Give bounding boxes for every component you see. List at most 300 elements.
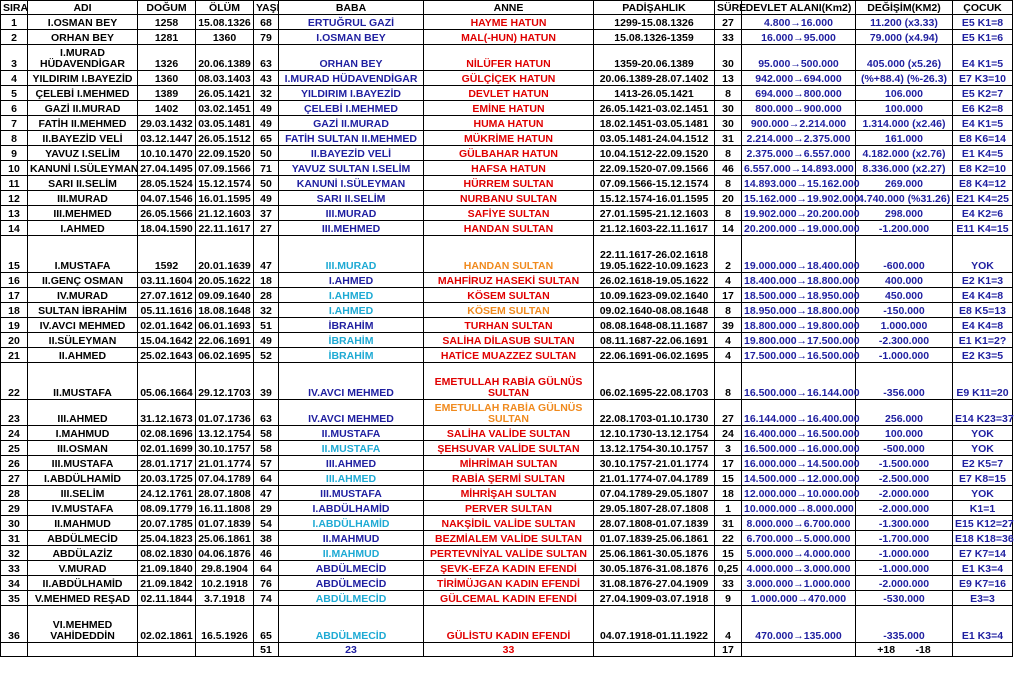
cell-sira: 20 <box>1 333 28 348</box>
cell-alan: 18.500.000→18.950.000 <box>742 288 856 303</box>
cell-olum: 13.12.1754 <box>196 426 254 441</box>
table-row <box>1 116 1013 131</box>
cell-anne: MAHFİRUZ HASEKİ SULTAN <box>424 273 594 288</box>
cell-yas: 54 <box>254 516 279 531</box>
cell-baba: III.MEHMED <box>279 221 424 236</box>
cell-padisahlik: 15.12.1574-16.01.1595 <box>594 191 715 206</box>
cell-dogum: 31.12.1673 <box>138 400 196 426</box>
cell-degisim: 256.000 <box>856 400 953 426</box>
cell-olum: 04.06.1876 <box>196 546 254 561</box>
cell-degisim: -2.500.000 <box>856 471 953 486</box>
table-row <box>1 273 1013 288</box>
cell-adi: I.AHMED <box>28 221 138 236</box>
cell-padisahlik: 04.07.1918-01.11.1922 <box>594 606 715 643</box>
cell-degisim: 106.000 <box>856 86 953 101</box>
cell-degisim: 8.336.000 (x2.27) <box>856 161 953 176</box>
cell-olum: 16.11.1808 <box>196 501 254 516</box>
cell-sure: 33 <box>715 30 742 45</box>
cell-dogum: 10.10.1470 <box>138 146 196 161</box>
cell-anne: PERVER SULTAN <box>424 501 594 516</box>
cell-padisahlik: 30.10.1757-21.01.1774 <box>594 456 715 471</box>
cell-sira: 6 <box>1 101 28 116</box>
cell-yas: 49 <box>254 191 279 206</box>
cell-dogum: 1592 <box>138 236 196 273</box>
cell-sure: 46 <box>715 161 742 176</box>
cell-alan: 900.000→2.214.000 <box>742 116 856 131</box>
cell-baba: II.MUSTAFA <box>279 426 424 441</box>
cell-degisim: -1.000.000 <box>856 348 953 363</box>
cell-baba: III.AHMED <box>279 471 424 486</box>
cell-padisahlik: 07.04.1789-29.05.1807 <box>594 486 715 501</box>
cell-baba: İBRAHİM <box>279 318 424 333</box>
cell-padisahlik: 1413-26.05.1421 <box>594 86 715 101</box>
cell-sure: 4 <box>715 333 742 348</box>
cell-sira: 24 <box>1 426 28 441</box>
cell-sira: 4 <box>1 71 28 86</box>
cell-sure: 8 <box>715 176 742 191</box>
cell-olum: 07.04.1789 <box>196 471 254 486</box>
cell-alan: 5.000.000→4.000.000 <box>742 546 856 561</box>
cell-adi: II.BAYEZİD VELİ <box>28 131 138 146</box>
cell-sira: 22 <box>1 363 28 400</box>
table-row <box>1 236 1013 273</box>
cell-degisim: -1.200.000 <box>856 221 953 236</box>
total-baba: 23 <box>279 643 424 657</box>
cell-alan: 16.500.000→16.144.000 <box>742 363 856 400</box>
cell-sure: 4 <box>715 273 742 288</box>
cell-olum: 18.08.1648 <box>196 303 254 318</box>
cell-alan: 17.500.000→16.500.000 <box>742 348 856 363</box>
cell-sira: 2 <box>1 30 28 45</box>
total-anne: 33 <box>424 643 594 657</box>
cell-alan: 18.400.000→18.800.000 <box>742 273 856 288</box>
col-dogum-header: DOĞUM <box>138 1 196 15</box>
cell-dogum: 1402 <box>138 101 196 116</box>
cell-anne: PERTEVNİYAL VALİDE SULTAN <box>424 546 594 561</box>
cell-yas: 46 <box>254 546 279 561</box>
cell-anne: NİLÜFER HATUN <box>424 45 594 71</box>
cell-alan: 18.950.000→18.800.000 <box>742 303 856 318</box>
cell-adi: II.MAHMUD <box>28 516 138 531</box>
cell-sure: 4 <box>715 606 742 643</box>
cell-sira: 29 <box>1 501 28 516</box>
cell-alan: 16.000.000→14.500.000 <box>742 456 856 471</box>
cell-sure: 3 <box>715 441 742 456</box>
cell-degisim: 405.000 (x5.26) <box>856 45 953 71</box>
cell-adi: YAVUZ I.SELİM <box>28 146 138 161</box>
cell-yas: 49 <box>254 116 279 131</box>
cell-yas: 64 <box>254 561 279 576</box>
cell-sure: 2 <box>715 236 742 273</box>
cell-sira: 8 <box>1 131 28 146</box>
cell-sira: 3 <box>1 45 28 71</box>
cell-degisim: (%+88.4) (%-26.3) <box>856 71 953 86</box>
cell-sure: 31 <box>715 516 742 531</box>
cell-olum: 22.06.1691 <box>196 333 254 348</box>
cell-alan: 4.000.000→3.000.000 <box>742 561 856 576</box>
cell-anne: HUMA HATUN <box>424 116 594 131</box>
cell-olum: 16.01.1595 <box>196 191 254 206</box>
cell-cocuk: E1 K1=2? <box>953 333 1013 348</box>
cell-olum: 07.09.1566 <box>196 161 254 176</box>
cell-alan: 2.214.000→2.375.000 <box>742 131 856 146</box>
cell-sira: 26 <box>1 456 28 471</box>
cell-sure: 8 <box>715 86 742 101</box>
cell-baba: III.MURAD <box>279 206 424 221</box>
cell-padisahlik: 27.01.1595-21.12.1603 <box>594 206 715 221</box>
cell-sira: 7 <box>1 116 28 131</box>
cell-cocuk: E4 K1=5 <box>953 45 1013 71</box>
cell-degisim: -1.500.000 <box>856 456 953 471</box>
cell-dogum: 1258 <box>138 15 196 30</box>
cell-anne: MİHRİŞAH SULTAN <box>424 486 594 501</box>
cell-olum: 30.10.1757 <box>196 441 254 456</box>
cell-anne: SAFİYE SULTAN <box>424 206 594 221</box>
cell-cocuk: E8 K4=12 <box>953 176 1013 191</box>
cell-yas: 65 <box>254 131 279 146</box>
cell-olum: 21.12.1603 <box>196 206 254 221</box>
cell-dogum: 20.03.1725 <box>138 471 196 486</box>
cell-dogum: 02.01.1642 <box>138 318 196 333</box>
table-row <box>1 591 1013 606</box>
cell-olum: 09.09.1640 <box>196 288 254 303</box>
cell-olum: 16.5.1926 <box>196 606 254 643</box>
cell-sure: 9 <box>715 591 742 606</box>
cell-alan: 16.000→95.000 <box>742 30 856 45</box>
cell-anne: HAYME HATUN <box>424 15 594 30</box>
cell-cocuk: E5 K2=7 <box>953 86 1013 101</box>
cell-olum: 21.01.1774 <box>196 456 254 471</box>
cell-degisim: -2.000.000 <box>856 576 953 591</box>
cell-yas: 32 <box>254 303 279 318</box>
table-row <box>1 146 1013 161</box>
cell-dogum: 02.02.1861 <box>138 606 196 643</box>
col-olum-header: ÖLÜM <box>196 1 254 15</box>
cell-adi: ORHAN BEY <box>28 30 138 45</box>
cell-cocuk: E5 K1=6 <box>953 30 1013 45</box>
col-cocuk-header: ÇOCUK <box>953 1 1013 15</box>
totals-cell <box>1 643 28 657</box>
cell-adi: V.MURAD <box>28 561 138 576</box>
cell-dogum: 08.02.1830 <box>138 546 196 561</box>
cell-cocuk: E8 K2=10 <box>953 161 1013 176</box>
cell-degisim: -1.000.000 <box>856 546 953 561</box>
cell-anne: HATİCE MUAZZEZ SULTAN <box>424 348 594 363</box>
total-sure: 17 <box>715 643 742 657</box>
table-row <box>1 206 1013 221</box>
col-degisim-header: DEĞİŞİM(KM2) <box>856 1 953 15</box>
table-row <box>1 486 1013 501</box>
cell-baba: ERTUĞRUL GAZİ <box>279 15 424 30</box>
cell-padisahlik: 03.05.1481-24.04.1512 <box>594 131 715 146</box>
cell-degisim: 11.200 (x3.33) <box>856 15 953 30</box>
cell-padisahlik: 09.02.1640-08.08.1648 <box>594 303 715 318</box>
cell-sure: 4 <box>715 348 742 363</box>
cell-alan: 4.800→16.000 <box>742 15 856 30</box>
cell-baba: I.AHMED <box>279 273 424 288</box>
cell-dogum: 24.12.1761 <box>138 486 196 501</box>
cell-dogum: 27.07.1612 <box>138 288 196 303</box>
cell-yas: 51 <box>254 318 279 333</box>
cell-yas: 65 <box>254 606 279 643</box>
cell-olum: 22.11.1617 <box>196 221 254 236</box>
cell-olum: 28.07.1808 <box>196 486 254 501</box>
col-baba-header: BABA <box>279 1 424 15</box>
cell-padisahlik: 10.04.1512-22.09.1520 <box>594 146 715 161</box>
cell-baba: KANUNİ I.SÜLEYMAN <box>279 176 424 191</box>
table-row <box>1 161 1013 176</box>
cell-dogum: 29.03.1432 <box>138 116 196 131</box>
col-yas-header: YAŞI <box>254 1 279 15</box>
cell-dogum: 08.09.1779 <box>138 501 196 516</box>
table-row <box>1 426 1013 441</box>
cell-adi: SARI II.SELİM <box>28 176 138 191</box>
cell-adi: I.ABDÜLHAMİD <box>28 471 138 486</box>
cell-degisim: -500.000 <box>856 441 953 456</box>
cell-olum: 3.7.1918 <box>196 591 254 606</box>
cell-olum: 29.8.1904 <box>196 561 254 576</box>
cell-alan: 15.162.000→19.902.000 <box>742 191 856 206</box>
cell-degisim: -600.000 <box>856 236 953 273</box>
cell-adi: ABDÜLAZİZ <box>28 546 138 561</box>
cell-cocuk: E4 K4=8 <box>953 318 1013 333</box>
cell-sira: 32 <box>1 546 28 561</box>
table-row <box>1 86 1013 101</box>
cell-dogum: 26.05.1566 <box>138 206 196 221</box>
cell-anne: HANDAN SULTAN <box>424 236 594 273</box>
cell-dogum: 21.09.1840 <box>138 561 196 576</box>
cell-yas: 63 <box>254 45 279 71</box>
cell-yas: 68 <box>254 15 279 30</box>
cell-padisahlik: 22.08.1703-01.10.1730 <box>594 400 715 426</box>
cell-sira: 16 <box>1 273 28 288</box>
cell-olum: 10.2.1918 <box>196 576 254 591</box>
table-row <box>1 606 1013 643</box>
cell-alan: 14.893.000→15.162.000 <box>742 176 856 191</box>
cell-cocuk: YOK <box>953 426 1013 441</box>
cell-yas: 64 <box>254 471 279 486</box>
cell-olum: 06.01.1693 <box>196 318 254 333</box>
cell-anne: GÜLİSTU KADIN EFENDİ <box>424 606 594 643</box>
cell-olum: 1360 <box>196 30 254 45</box>
cell-sure: 13 <box>715 71 742 86</box>
cell-alan: 19.902.000→20.200.000 <box>742 206 856 221</box>
cell-baba: ABDÜLMECİD <box>279 576 424 591</box>
cell-padisahlik: 22.06.1691-06.02.1695 <box>594 348 715 363</box>
cell-cocuk: E3=3 <box>953 591 1013 606</box>
cell-padisahlik: 12.10.1730-13.12.1754 <box>594 426 715 441</box>
totals-cell <box>196 643 254 657</box>
cell-yas: 57 <box>254 456 279 471</box>
cell-baba: II.MUSTAFA <box>279 441 424 456</box>
cell-adi: I.MURAD HÜDAVENDİGAR <box>28 45 138 71</box>
cell-dogum: 02.01.1699 <box>138 441 196 456</box>
cell-alan: 3.000.000→1.000.000 <box>742 576 856 591</box>
cell-dogum: 21.09.1842 <box>138 576 196 591</box>
cell-yas: 79 <box>254 30 279 45</box>
cell-dogum: 02.11.1844 <box>138 591 196 606</box>
cell-baba: III.MURAD <box>279 236 424 273</box>
cell-anne: MAL(-HUN) HATUN <box>424 30 594 45</box>
table-row <box>1 15 1013 30</box>
col-adi-header: ADI <box>28 1 138 15</box>
cell-yas: 50 <box>254 146 279 161</box>
cell-alan: 694.000→800.000 <box>742 86 856 101</box>
cell-adi: GAZİ II.MURAD <box>28 101 138 116</box>
cell-adi: I.MUSTAFA <box>28 236 138 273</box>
cell-cocuk: K1=1 <box>953 501 1013 516</box>
cell-yas: 47 <box>254 236 279 273</box>
cell-olum: 20.06.1389 <box>196 45 254 71</box>
cell-adi: II.GENÇ OSMAN <box>28 273 138 288</box>
cell-cocuk: E21 K4=25 <box>953 191 1013 206</box>
cell-degisim: -1.700.000 <box>856 531 953 546</box>
cell-yas: 74 <box>254 591 279 606</box>
cell-dogum: 25.04.1823 <box>138 531 196 546</box>
cell-sure: 8 <box>715 206 742 221</box>
cell-padisahlik: 29.05.1807-28.07.1808 <box>594 501 715 516</box>
cell-anne: SALİHA VALİDE SULTAN <box>424 426 594 441</box>
cell-adi: III.SELİM <box>28 486 138 501</box>
table-row <box>1 176 1013 191</box>
cell-sure: 31 <box>715 131 742 146</box>
cell-cocuk: E1 K3=4 <box>953 561 1013 576</box>
cell-degisim: 4.740.000 (%31.26) <box>856 191 953 206</box>
table-row <box>1 288 1013 303</box>
table-row <box>1 191 1013 206</box>
totals-row <box>1 643 1013 657</box>
cell-sira: 19 <box>1 318 28 333</box>
cell-degisim: 79.000 (x4.94) <box>856 30 953 45</box>
cell-baba: I.AHMED <box>279 303 424 318</box>
cell-yas: 32 <box>254 86 279 101</box>
cell-cocuk: E1 K3=4 <box>953 606 1013 643</box>
cell-cocuk: E2 K5=7 <box>953 456 1013 471</box>
cell-yas: 43 <box>254 71 279 86</box>
cell-yas: 58 <box>254 441 279 456</box>
cell-adi: II.ABDÜLHAMİD <box>28 576 138 591</box>
cell-adi: YILDIRIM I.BAYEZİD <box>28 71 138 86</box>
cell-sure: 1 <box>715 501 742 516</box>
table-row <box>1 221 1013 236</box>
cell-yas: 18 <box>254 273 279 288</box>
cell-cocuk: E8 K5=13 <box>953 303 1013 318</box>
cell-sira: 18 <box>1 303 28 318</box>
cell-baba: ABDÜLMECİD <box>279 561 424 576</box>
cell-alan: 19.800.000→17.500.000 <box>742 333 856 348</box>
cell-alan: 16.500.000→16.000.000 <box>742 441 856 456</box>
totals-cell <box>138 643 196 657</box>
cell-olum: 08.03.1403 <box>196 71 254 86</box>
cell-adi: SULTAN İBRAHİM <box>28 303 138 318</box>
totals-cell <box>953 643 1013 657</box>
cell-olum: 20.05.1622 <box>196 273 254 288</box>
cell-sure: 39 <box>715 318 742 333</box>
cell-alan: 2.375.000→6.557.000 <box>742 146 856 161</box>
cell-degisim: 4.182.000 (x2.76) <box>856 146 953 161</box>
cell-degisim: -150.000 <box>856 303 953 318</box>
cell-adi: VI.MEHMED VAHİDEDDİN <box>28 606 138 643</box>
cell-sira: 27 <box>1 471 28 486</box>
col-anne-header: ANNE <box>424 1 594 15</box>
cell-degisim: 450.000 <box>856 288 953 303</box>
cell-baba: YILDIRIM I.BAYEZİD <box>279 86 424 101</box>
cell-baba: YAVUZ SULTAN I.SELİM <box>279 161 424 176</box>
cell-anne: RABİA ŞERMİ SULTAN <box>424 471 594 486</box>
cell-baba: I.OSMAN BEY <box>279 30 424 45</box>
cell-dogum: 03.12.1447 <box>138 131 196 146</box>
cell-sure: 22 <box>715 531 742 546</box>
cell-sure: 0,25 <box>715 561 742 576</box>
table-row <box>1 501 1013 516</box>
cell-olum: 03.05.1481 <box>196 116 254 131</box>
table-row <box>1 71 1013 86</box>
cell-anne: GÜLÇİÇEK HATUN <box>424 71 594 86</box>
cell-dogum: 15.04.1642 <box>138 333 196 348</box>
table-row <box>1 101 1013 116</box>
cell-olum: 01.07.1839 <box>196 516 254 531</box>
cell-baba: I.ABDÜLHAMİD <box>279 501 424 516</box>
cell-cocuk: E18 K18=36 <box>953 531 1013 546</box>
cell-yas: 27 <box>254 221 279 236</box>
cell-sira: 34 <box>1 576 28 591</box>
cell-dogum: 20.07.1785 <box>138 516 196 531</box>
cell-anne: NURBANU SULTAN <box>424 191 594 206</box>
cell-sira: 13 <box>1 206 28 221</box>
cell-cocuk: E8 K6=14 <box>953 131 1013 146</box>
cell-sira: 35 <box>1 591 28 606</box>
cell-dogum: 1281 <box>138 30 196 45</box>
cell-padisahlik: 25.06.1861-30.05.1876 <box>594 546 715 561</box>
cell-yas: 58 <box>254 426 279 441</box>
cell-baba: ÇELEBİ I.MEHMED <box>279 101 424 116</box>
cell-cocuk: E7 K3=10 <box>953 71 1013 86</box>
cell-degisim: 1.000.000 <box>856 318 953 333</box>
cell-alan: 470.000→135.000 <box>742 606 856 643</box>
cell-dogum: 1326 <box>138 45 196 71</box>
cell-padisahlik: 10.09.1623-09.02.1640 <box>594 288 715 303</box>
totals-cell <box>28 643 138 657</box>
cell-baba: I.AHMED <box>279 288 424 303</box>
table-row <box>1 441 1013 456</box>
cell-alan: 16.400.000→16.500.000 <box>742 426 856 441</box>
cell-anne: MİHRİMAH SULTAN <box>424 456 594 471</box>
cell-baba: III.AHMED <box>279 456 424 471</box>
cell-baba: III.MUSTAFA <box>279 486 424 501</box>
cell-sira: 25 <box>1 441 28 456</box>
cell-sure: 30 <box>715 116 742 131</box>
cell-yas: 49 <box>254 333 279 348</box>
cell-baba: ABDÜLMECİD <box>279 606 424 643</box>
cell-alan: 10.000.000→8.000.000 <box>742 501 856 516</box>
cell-baba: FATİH SULTAN II.MEHMED <box>279 131 424 146</box>
cell-dogum: 02.08.1696 <box>138 426 196 441</box>
cell-dogum: 28.01.1717 <box>138 456 196 471</box>
cell-sira: 11 <box>1 176 28 191</box>
cell-sure: 14 <box>715 221 742 236</box>
cell-yas: 37 <box>254 206 279 221</box>
cell-adi: I.OSMAN BEY <box>28 15 138 30</box>
cell-baba: I.MURAD HÜDAVENDİGAR <box>279 71 424 86</box>
cell-padisahlik: 1299-15.08.1326 <box>594 15 715 30</box>
cell-degisim: 161.000 <box>856 131 953 146</box>
cell-yas: 49 <box>254 101 279 116</box>
cell-dogum: 1360 <box>138 71 196 86</box>
cell-baba: I.ABDÜLHAMİD <box>279 516 424 531</box>
cell-adi: V.MEHMED REŞAD <box>28 591 138 606</box>
cell-baba: II.BAYEZİD VELİ <box>279 146 424 161</box>
cell-dogum: 28.05.1524 <box>138 176 196 191</box>
